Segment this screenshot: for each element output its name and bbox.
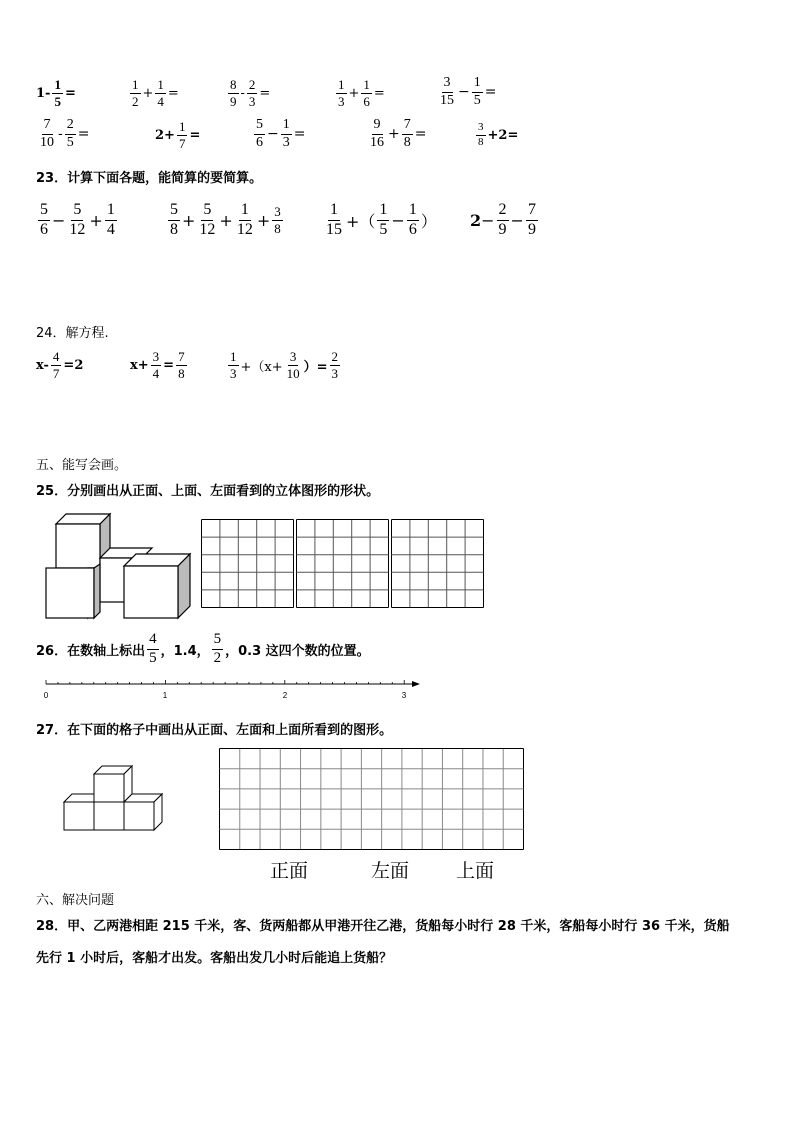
expr-text: = [64,85,76,101]
numerator: 1 [328,202,340,221]
numerator: 1 [407,202,419,221]
denominator: 12 [199,220,216,238]
q24-expr-3 [226,350,342,380]
question-28-line-2: 先行 1 小时后，客船才出发。客船出发几小时后能追上货船？ [36,951,393,966]
question-27-title: 27．在下面的格子中画出从正面、左面和上面所看到的图形。 [36,723,393,738]
fraction [472,76,483,108]
numerator: 1 [472,76,483,93]
numerator: 1 [157,77,164,92]
numerator: 7 [526,202,538,221]
fraction [247,78,258,108]
row2-expr-5 [474,122,518,148]
denominator: 8 [178,365,185,381]
numerator: 5 [71,202,83,221]
expr-text: +（x+ [240,359,283,375]
operator: − [458,84,470,101]
fraction [177,120,188,150]
caption-front-view: 正面 [270,860,309,882]
numerator: 1 [178,119,186,134]
expr-text: x+ [130,357,149,373]
denominator: 7 [178,135,186,151]
numerator: 2 [331,349,339,364]
expr-text: 2 [470,210,482,230]
expr-text: = [293,126,306,143]
q27-grid [219,748,525,851]
expr-text: 1- [36,85,51,101]
q23-expr-2 [166,202,285,239]
denominator: 5 [379,220,388,238]
caption-left-view: 左面 [371,860,410,882]
expr-text: = [259,85,271,101]
tick-label-0: 0 [43,691,49,700]
fraction [402,118,413,150]
operator: + [348,85,360,101]
numerator: 4 [52,349,60,364]
tick-label-3: 3 [401,691,407,700]
tick-label-2: 2 [282,691,288,700]
question-25-title: 25．分别画出从正面、上面、左面看到的立体图形的形状。 [36,484,380,499]
row1-expr-5 [436,76,496,108]
row1-expr-1 [36,78,76,108]
numerator: 3 [274,204,281,220]
operator: − [391,210,405,230]
operator: + [256,210,271,230]
numerator: 7 [42,118,53,135]
q23-expr-4 [470,202,540,239]
q23-expr-1 [36,202,119,239]
expr-text: = [373,85,385,101]
expr-text: =2 [63,357,84,373]
fraction [105,202,117,239]
q27-cube-figure [62,764,166,832]
section-5-heading: 五、能写会画。 [36,458,128,473]
fraction [272,205,283,235]
q26-text: ，1.4， [160,643,210,659]
denominator: 12 [69,220,86,238]
numerator: 5 [212,632,224,650]
numerator: 2 [497,202,509,221]
denominator: 2 [213,649,222,666]
fraction [438,76,456,108]
fraction [285,350,302,380]
fraction [176,350,187,380]
question-28-line-1: 28．甲、乙两港相距 215 千米，客、货两船都从甲港开往乙港，货船每小时行 28 千米，客船每小时行 36 千米，货船 [36,919,730,934]
fraction [368,118,386,150]
expr-text: = [189,127,201,143]
fraction [130,78,141,108]
q25-grid-2 [296,519,390,609]
q23-expr-3 [322,202,437,239]
row2-expr-3 [252,118,305,150]
q24-expr-1 [36,350,83,380]
fraction [526,202,538,239]
fraction [361,78,372,108]
fraction [38,202,50,239]
caption-top-view: 上面 [456,860,495,882]
denominator: 5 [149,649,157,666]
fraction [51,350,62,380]
q26-text: ，0.3 这四个数的位置。 [225,643,370,659]
denominator: 16 [370,134,384,150]
denominator: 15 [326,220,342,238]
expr-text: = [163,357,175,373]
fraction [67,202,87,239]
question-26-title [36,632,370,667]
expr-text: = [484,84,497,101]
operator: + [219,210,233,230]
fraction [281,118,292,150]
denominator: 9 [498,220,507,238]
tick-label-1: 1 [162,691,168,700]
arrow-icon [412,681,420,687]
fraction [228,78,239,108]
numerator: 5 [168,202,180,221]
fraction [147,632,159,667]
fraction [197,202,217,239]
expr-text: = [77,126,90,143]
q25-grid-3 [391,519,485,609]
expr-text: +2= [487,127,519,143]
row1-expr-2 [128,78,179,108]
fraction [476,122,486,148]
number-line [36,676,426,704]
denominator: 3 [282,134,290,150]
numerator: 1 [105,202,117,221]
denominator: 8 [170,220,178,238]
q26-text: 26．在数轴上标出 [36,643,146,659]
question-23-title: 23．计算下面各题，能简算的要简算。 [36,171,263,186]
numerator: 1 [132,77,139,92]
fraction [168,202,180,239]
numerator: 5 [201,202,213,221]
numerator: 3 [442,76,453,93]
operator: − [481,210,495,230]
denominator: 8 [274,220,281,236]
numerator: 8 [230,77,237,92]
denominator: 4 [106,220,115,238]
row2-expr-2 [155,120,200,150]
numerator: 1 [377,202,389,221]
question-24-title: 24．解方程. [36,326,109,341]
fraction [254,118,265,150]
denominator: 15 [440,92,454,108]
operator: − [267,126,279,143]
denominator: 4 [157,93,164,109]
operator: − [52,210,66,230]
row2-expr-4 [366,118,426,150]
operator: +（ [346,211,376,231]
denominator: 12 [236,220,253,238]
denominator: 10 [40,134,54,150]
fraction [155,78,166,108]
denominator: 8 [478,135,484,148]
numerator: 1 [54,77,61,92]
numerator: 2 [248,77,256,92]
numerator: 4 [147,632,159,650]
fraction [228,350,239,380]
denominator: 2 [132,93,139,109]
operator: - [240,85,245,101]
fraction [377,202,389,239]
denominator: 3 [230,365,237,381]
fraction [497,202,509,239]
fraction [330,350,341,380]
numerator: 2 [65,118,76,135]
denominator: 9 [230,93,237,109]
numerator: 5 [254,118,265,135]
expr-text: ） [420,211,437,231]
row2-expr-1 [36,118,89,150]
fraction [407,202,419,239]
denominator: 5 [66,134,74,150]
denominator: 6 [40,220,48,238]
q24-expr-2 [130,350,189,380]
fraction [324,202,344,239]
fraction [52,78,63,108]
expr-text: = [167,85,179,101]
numerator: 7 [402,118,413,135]
denominator: 3 [331,365,339,381]
operator: + [388,126,400,143]
fraction [65,118,76,150]
numerator: 3 [152,349,160,364]
row1-expr-3 [226,78,270,108]
section-6-heading: 六、解决问题 [36,893,115,908]
denominator: 6 [256,134,263,150]
denominator: 6 [363,93,370,109]
numerator: 1 [338,77,345,92]
denominator: 3 [248,93,256,109]
denominator: 6 [408,220,417,238]
expr-text: ）= [303,359,328,375]
numerator: 5 [38,202,50,221]
row1-expr-4 [334,78,385,108]
fraction [235,202,255,239]
numerator: 3 [289,349,297,364]
numerator: 7 [178,349,185,364]
numerator: 1 [281,118,292,135]
denominator: 9 [527,220,536,238]
operator: − [510,210,524,230]
numerator: 1 [239,202,251,221]
denominator: 10 [286,365,300,381]
q25-grid-1 [201,519,295,609]
denominator: 5 [54,93,61,109]
fraction [212,632,224,667]
operator: + [182,210,196,230]
denominator: 3 [338,93,345,109]
fraction [38,118,56,150]
expr-text: x- [36,357,49,373]
expr-text: 2+ [155,127,175,143]
expr-text: = [414,126,427,143]
denominator: 8 [403,134,411,150]
q25-cube-figure [40,508,200,622]
operator: + [142,85,154,101]
denominator: 5 [473,92,481,108]
fraction [336,78,347,108]
numerator: 3 [476,122,486,136]
fraction [151,350,162,380]
denominator: 7 [52,365,60,381]
numerator: 1 [230,349,237,364]
numerator: 1 [363,77,370,92]
denominator: 4 [152,365,160,381]
operator: - [58,126,63,143]
operator: + [89,210,103,230]
numerator: 9 [372,118,383,135]
